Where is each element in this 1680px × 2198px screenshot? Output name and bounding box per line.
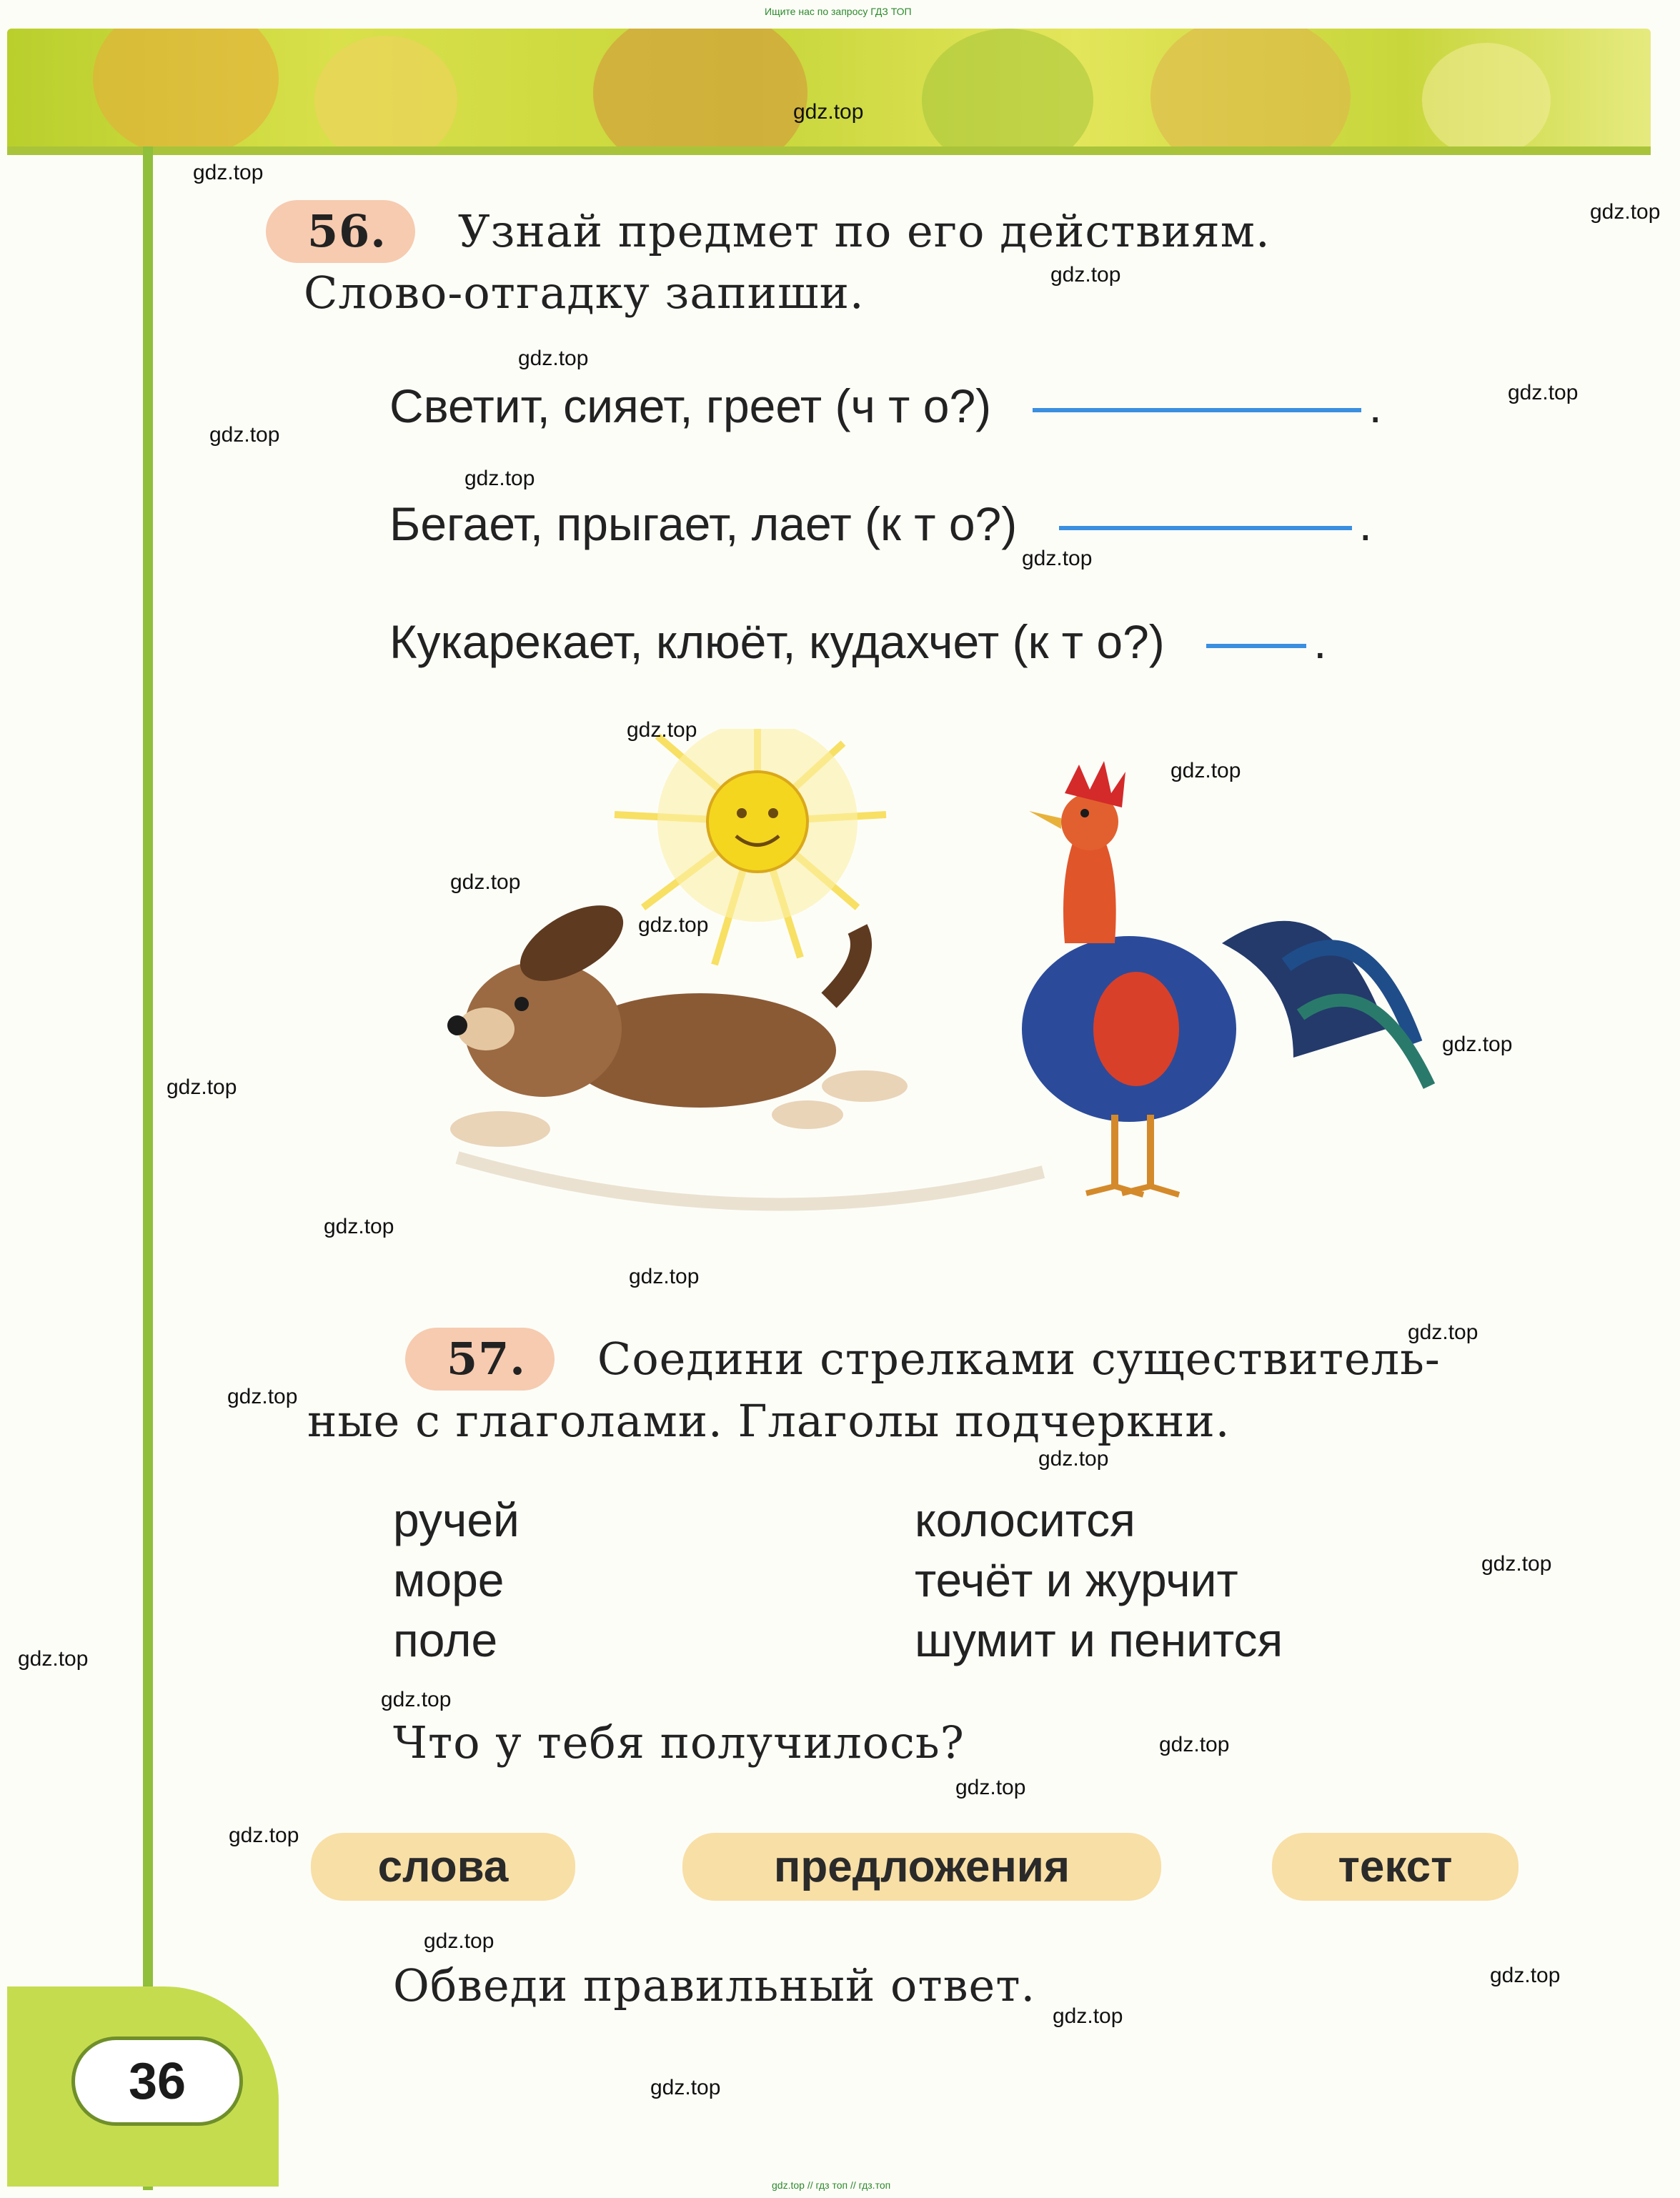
verb-item[interactable]: шумит и пенится <box>915 1613 1283 1666</box>
dot: . <box>1313 615 1327 668</box>
task56-title-line1 <box>307 200 1271 263</box>
answer-line-1[interactable] <box>1033 408 1361 412</box>
watermark: gdz.top <box>793 100 864 124</box>
verb-column <box>915 1490 1283 1670</box>
verb-item[interactable]: колосится <box>915 1493 1135 1546</box>
site-note-top: Ищите нас по запросу ГДЗ ТОП <box>765 6 912 17</box>
header-band <box>7 29 1651 154</box>
task56-line-1 <box>389 379 1382 433</box>
watermark: gdz.top <box>424 1929 494 1953</box>
watermark: gdz.top <box>1508 381 1579 404</box>
task56-line-2 <box>389 497 1372 551</box>
rooster-icon <box>1022 761 1429 1195</box>
watermark: gdz.top <box>166 1075 237 1099</box>
task56-line-2-text: Бегает, прыгает, лает <box>389 497 852 550</box>
task56-title-line2: Слово-отгадку запиши. <box>304 267 865 319</box>
watermark: gdz.top <box>1038 1447 1109 1471</box>
task57-title-line1 <box>447 1328 1441 1391</box>
option-text[interactable]: текст <box>1272 1833 1519 1901</box>
watermark: gdz.top <box>1053 2004 1123 2028</box>
watermark: gdz.top <box>1481 1552 1552 1576</box>
task57-instruction: Обведи правильный ответ. <box>393 1959 1036 2011</box>
task57-question: Что у тебя получилось? <box>393 1716 965 1769</box>
watermark: gdz.top <box>629 1265 700 1288</box>
watermark: gdz.top <box>638 913 709 937</box>
task57-title-text: Соедини стрелками существитель- <box>597 1333 1441 1385</box>
option-sentences[interactable]: предложения <box>682 1833 1161 1901</box>
watermark: gdz.top <box>650 2076 721 2099</box>
watermark: gdz.top <box>193 161 264 184</box>
task56-line-1-text: Светит, сияет, греет <box>389 379 822 432</box>
watermark: gdz.top <box>324 1215 394 1238</box>
watermark: gdz.top <box>229 1824 299 1847</box>
watermark: gdz.top <box>1590 200 1661 224</box>
watermark: gdz.top <box>18 1647 89 1671</box>
page-number: 36 <box>71 2037 243 2126</box>
watermark: gdz.top <box>450 870 521 894</box>
watermark: gdz.top <box>1170 759 1241 782</box>
task56-number: 56. <box>266 200 415 263</box>
watermark: gdz.top <box>1490 1964 1561 1987</box>
watermark: gdz.top <box>1442 1033 1513 1056</box>
dot: . <box>1368 379 1382 432</box>
site-note-bottom: gdz.top // гдз топ // гдз.топ <box>772 2179 891 2191</box>
task56-line-3-text: Кукарекает, клюёт, кудахчет <box>389 615 1000 668</box>
answer-line-2[interactable] <box>1059 526 1352 530</box>
answer-line-3[interactable] <box>1206 644 1306 648</box>
task56-title-text: Узнай предмет по его действиям. <box>457 205 1271 257</box>
illustration <box>400 729 1443 1243</box>
watermark: gdz.top <box>627 718 697 742</box>
watermark: gdz.top <box>955 1776 1026 1799</box>
noun-column <box>393 1490 520 1670</box>
verb-item[interactable]: течёт и журчит <box>915 1553 1238 1606</box>
task56-line-3 <box>389 615 1326 669</box>
watermark: gdz.top <box>209 423 280 447</box>
task56-line-2-question: (к т о?) <box>865 497 1018 550</box>
watermark: gdz.top <box>381 1688 452 1711</box>
task56-line-1-question: (ч т о?) <box>835 379 992 432</box>
task56-line-3-question: (к т о?) <box>1012 615 1165 668</box>
watermark: gdz.top <box>1050 263 1121 287</box>
noun-item[interactable]: море <box>393 1553 505 1606</box>
watermark: gdz.top <box>1022 547 1093 570</box>
watermark: gdz.top <box>1159 1733 1230 1756</box>
watermark: gdz.top <box>1408 1321 1478 1344</box>
noun-item[interactable]: ручей <box>393 1493 520 1546</box>
option-words[interactable]: слова <box>311 1833 575 1901</box>
watermark: gdz.top <box>464 467 535 490</box>
task57-title-line2: ные с глаголами. Глаголы подчеркни. <box>307 1395 1231 1447</box>
watermark: gdz.top <box>518 347 589 370</box>
watermark: gdz.top <box>227 1385 298 1408</box>
task57-number: 57. <box>405 1328 555 1391</box>
dot: . <box>1358 497 1372 550</box>
margin-bar <box>143 146 153 2190</box>
header-rule <box>7 146 1651 155</box>
noun-item[interactable]: поле <box>393 1613 498 1666</box>
